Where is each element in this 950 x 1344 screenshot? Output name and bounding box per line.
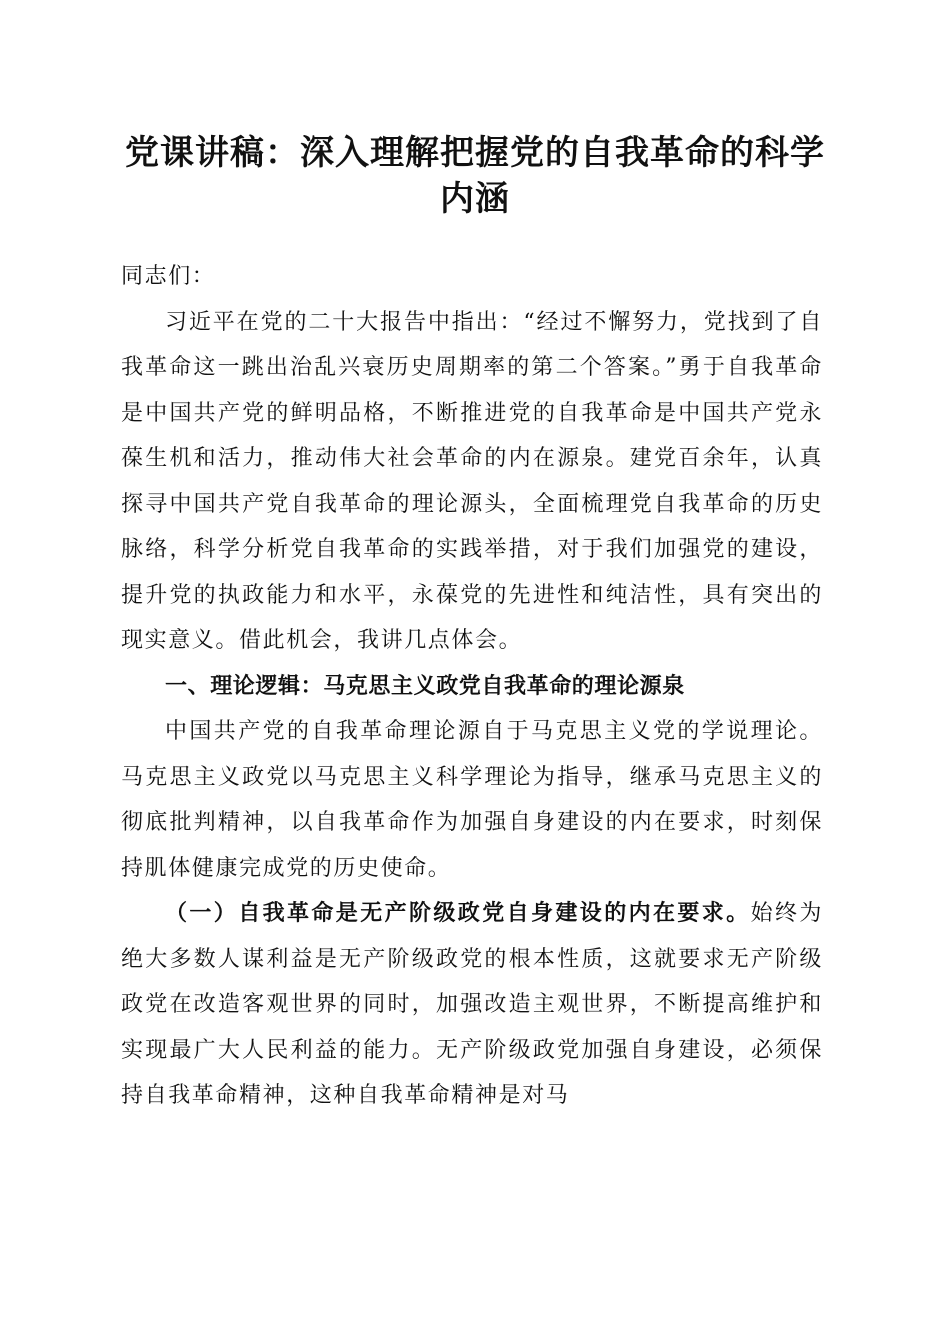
salutation: 同志们： bbox=[121, 264, 216, 289]
section-heading-1: 一、理论逻辑：马克思主义政党自我革命的理论源泉 bbox=[165, 673, 685, 699]
paragraph-theory: 中国共产党的自我革命理论源自于马克思主义党的学说理论。马克思主义政党以马克思主义科学理论为指导，继承马克思主义的彻底批判精神，以自我革命作为加强自身建设的内在要求，时刻保持肌体健康完成党的历史使命。 bbox=[121, 719, 823, 881]
title-line-2: 内涵 bbox=[440, 179, 510, 219]
paragraph-subsection-1 bbox=[121, 891, 823, 1119]
document-title bbox=[100, 130, 850, 222]
subsection-1-text: 始终为绝大多数人谋利益是无产阶级政党的根本性质，这就要求无产阶级政党在改造客观世界的同时，加强改造主观世界，不断提高维护和实现最广大人民利益的能力。无产阶级政党加强自身建设，必须保持自我革命精神，这种自我革命精神是对马 bbox=[121, 901, 823, 1108]
paragraph-intro: 习近平在党的二十大报告中指出：“经过不懈努力，党找到了自我革命这一跳出治乱兴衰历史周期率的第二个答案。”勇于自我革命是中国共产党的鲜明品格，不断推进党的自我革命是中国共产党永葆生机和活力，推动伟大社会革命的内在源泉。建党百余年，认真探寻中国共产党自我革命的理论源头，全面梳理党自我革命的历史脉络，科学分析党自我革命的实践举措，对于我们加强党的建设，提升党的执政能力和水平，永葆党的先进性和纯洁性，具有突出的现实意义。借此机会，我讲几点体会。 bbox=[121, 309, 823, 653]
subsection-heading-1: （一）自我革命是无产阶级政党自身建设的内在要求。 bbox=[165, 900, 751, 926]
title-line-1: 党课讲稿：深入理解把握党的自我革命的科学 bbox=[125, 133, 825, 173]
document-body bbox=[121, 254, 823, 1119]
